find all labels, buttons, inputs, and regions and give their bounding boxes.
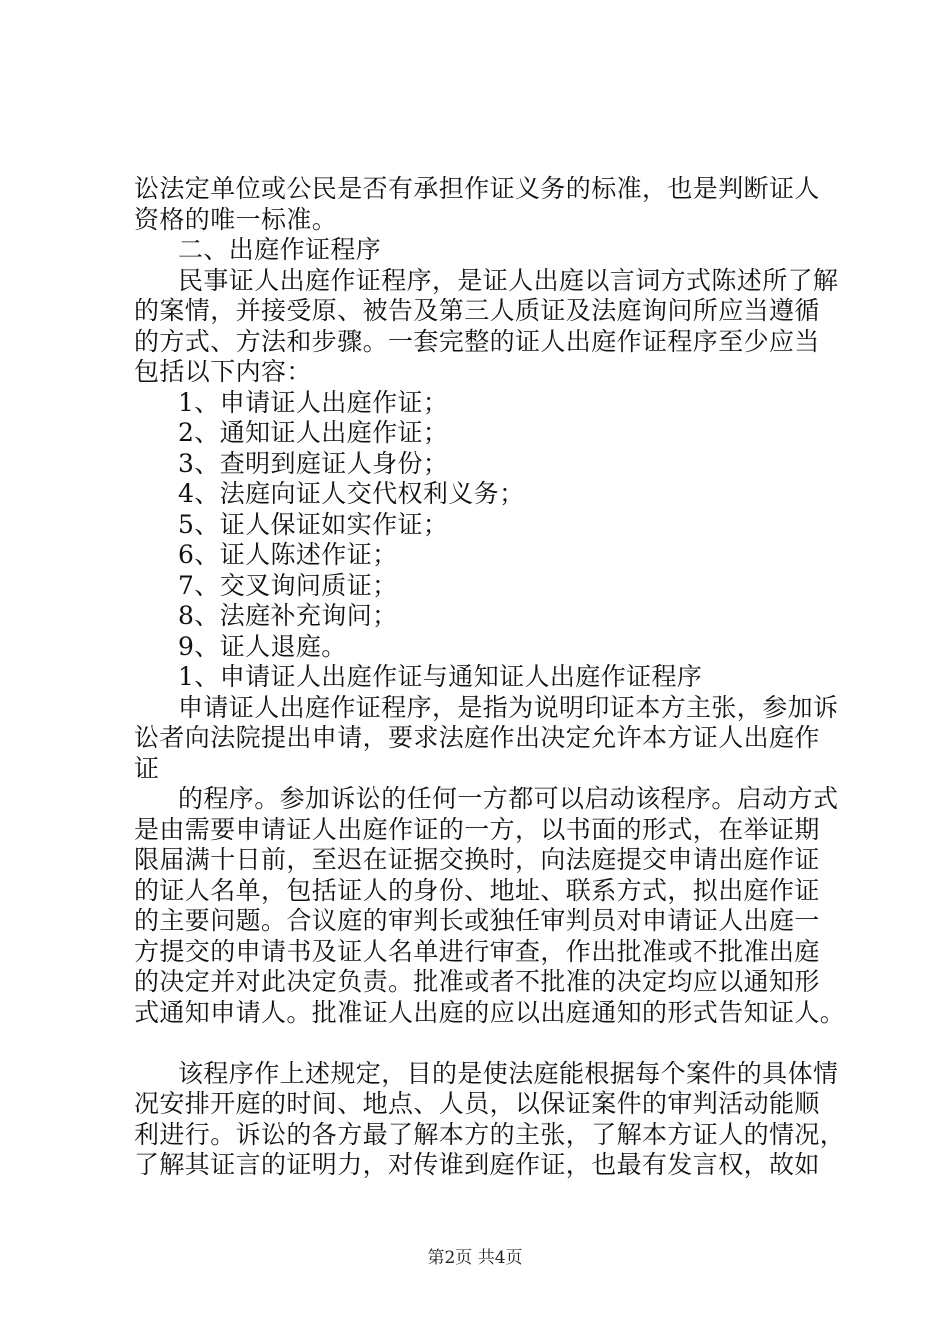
list-item: 4、法庭向证人交代权利义务；: [178, 479, 525, 508]
text-line: 限届满十日前，至迟在证据交换时，向法庭提交申请出庭作证: [134, 845, 820, 874]
text-line: 的主要问题。合议庭的审判长或独任审判员对申请证人出庭一: [134, 906, 820, 935]
text-line: 的决定并对此决定负责。批准或者不批准的决定均应以通知形: [134, 967, 820, 996]
document-body: [134, 174, 854, 1181]
text-line: 的方式、方法和步骤。一套完整的证人出庭作证程序至少应当: [134, 326, 820, 356]
text-line: 证: [134, 753, 160, 783]
list-item: 1、申请证人出庭作证；: [178, 387, 449, 417]
paragraph-start: 该程序作上述规定，目的是使法庭能根据每个案件的具体情: [178, 1058, 839, 1088]
page-number-footer: 第2页 共4页: [427, 1248, 523, 1268]
list-item: 3、查明到庭证人身份；: [178, 448, 449, 478]
list-item: 7、交叉询问质证；: [178, 570, 398, 600]
text-line: 利进行。诉讼的各方最了解本方的主张，了解本方证人的情况，: [134, 1119, 846, 1149]
text-line: 包括以下内容：: [134, 357, 312, 386]
list-item: 2、通知证人出庭作证；: [178, 418, 449, 447]
text-line: 况安排开庭的时间、地点、人员，以保证案件的审判活动能顺: [134, 1089, 820, 1118]
section-heading: 二、出庭作证程序: [178, 235, 382, 264]
text-line: 了解其证言的证明力，对传谁到庭作证，也最有发言权，故如: [134, 1150, 820, 1179]
text-line: 是由需要申请证人出庭作证的一方，以书面的形式，在举证期: [134, 814, 820, 844]
text-line: 的证人名单，包括证人的身份、地址、联系方式，拟出庭作证: [134, 875, 820, 905]
subsection-heading: 1、申请证人出庭作证与通知证人出庭作证程序: [178, 662, 703, 691]
paragraph-start: 民事证人出庭作证程序，是证人出庭以言词方式陈述所了解: [178, 265, 839, 295]
text-line: 讼者向法院提出申请，要求法庭作出决定允许本方证人出庭作: [134, 723, 820, 752]
text-line: 式通知申请人。批准证人出庭的应以出庭通知的形式告知证人。: [134, 997, 846, 1027]
paragraph-start: 申请证人出庭作证程序，是指为说明印证本方主张，参加诉: [178, 692, 839, 722]
text-line: 资格的唯一标准。: [134, 204, 338, 234]
list-item: 8、法庭补充询问；: [178, 601, 398, 630]
text-line: 的案情，并接受原、被告及第三人质证及法庭询问所应当遵循: [134, 296, 820, 325]
text-line: 讼法定单位或公民是否有承担作证义务的标准，也是判断证人: [134, 174, 820, 203]
text-line: 方提交的申请书及证人名单进行审查，作出批准或不批准出庭: [134, 936, 820, 966]
paragraph-gap: [134, 1028, 854, 1059]
list-item: 5、证人保证如实作证；: [178, 509, 449, 539]
paragraph-start: 的程序。参加诉讼的任何一方都可以启动该程序。启动方式: [178, 784, 839, 813]
list-item: 6、证人陈述作证；: [178, 540, 398, 569]
list-item: 9、证人退庭。: [178, 631, 347, 661]
